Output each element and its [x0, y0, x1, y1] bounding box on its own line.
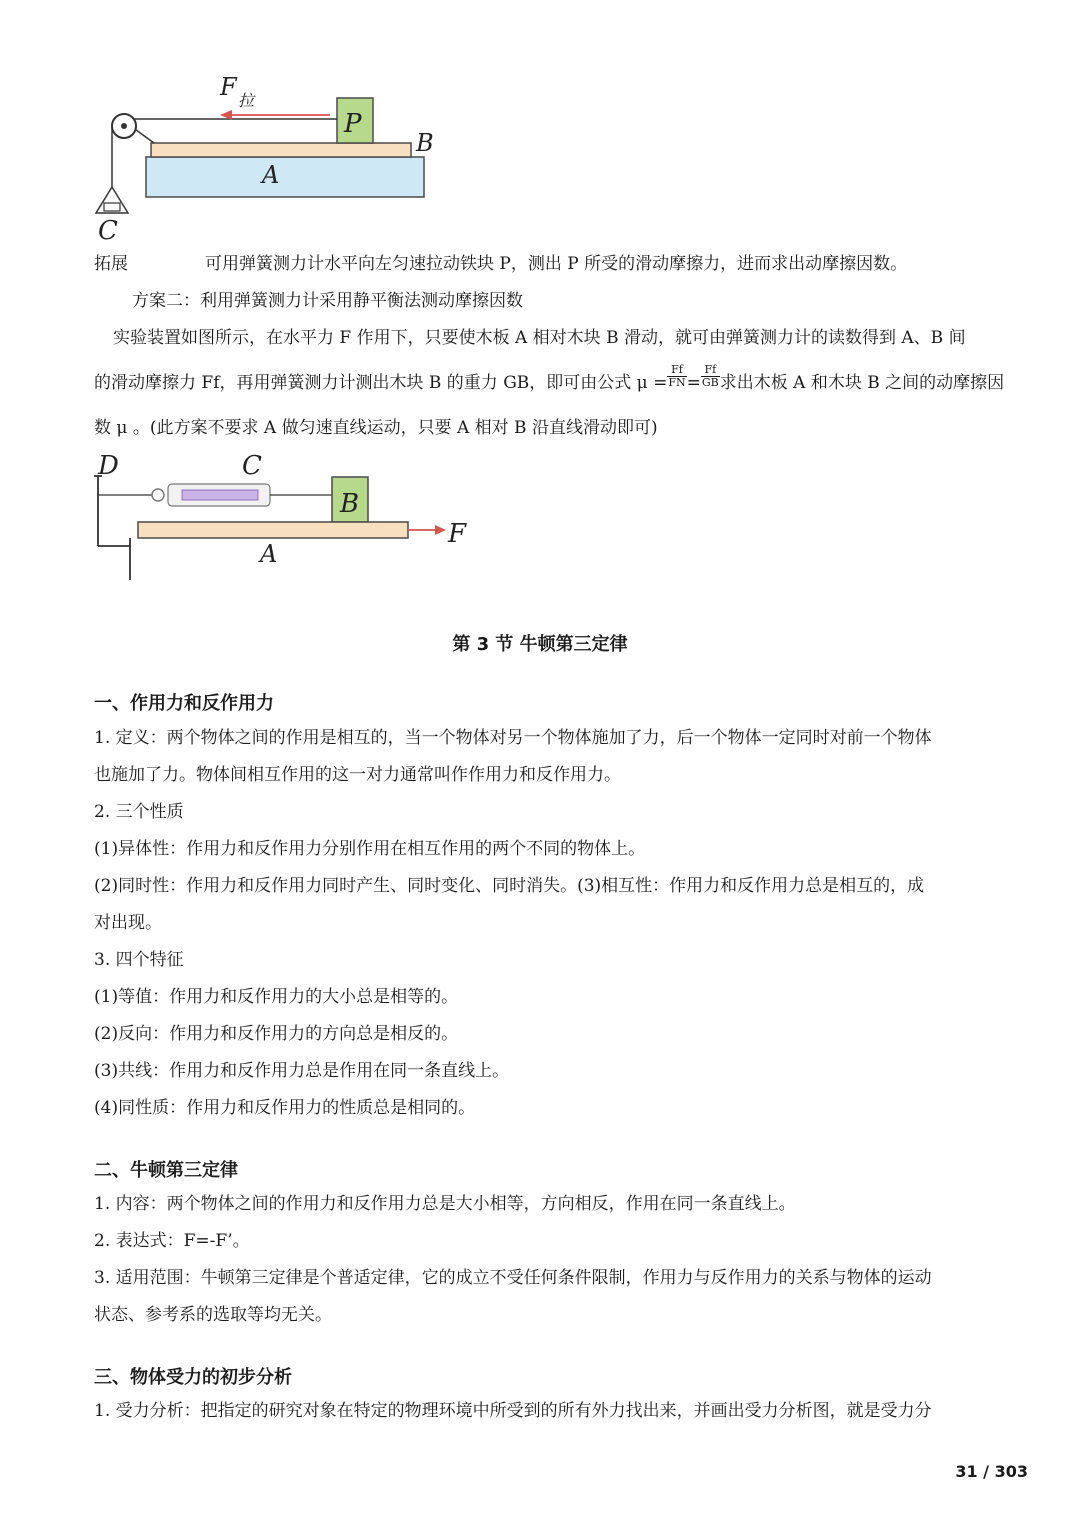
force-f-label: F [448, 519, 467, 549]
force-label: F [220, 75, 237, 101]
section-title: 第 3 节 牛顿第三定律 [452, 634, 628, 655]
part2-line: 状态、参考系的选取等均无关。 [94, 1305, 332, 1325]
part2-line: 2. 表达式：F=-F’。 [94, 1231, 250, 1251]
extension-line [94, 253, 907, 275]
plan2-line2-pre: 的滑动摩擦力 Ff，再用弹簧测力计测出木块 B 的重力 GB，即可由公式 μ = [94, 373, 668, 393]
scale-ring [152, 489, 164, 501]
formula-fraction-2 [701, 364, 720, 389]
extension-text: 可用弹簧测力计水平向左匀速拉动铁块 P，测出 P 所受的滑动摩擦力，进而求出动摩擦因数。 [205, 254, 908, 274]
part1-line: (1)等值：作用力和反作用力的大小总是相等的。 [94, 987, 459, 1007]
part1-line: (4)同性质：作用力和反作用力的性质总是相同的。 [94, 1098, 476, 1118]
formula-equals: = [686, 373, 701, 393]
base-a-label: A [262, 161, 280, 189]
part1-line: 3. 四个特征 [94, 950, 184, 970]
board-b-label: B [416, 129, 434, 157]
block-b-label: B [340, 489, 360, 519]
formula-fraction-1 [667, 364, 686, 389]
board-a [138, 522, 408, 538]
weight-c-inner [104, 203, 120, 211]
part1-heading: 一、作用力和反作用力 [94, 693, 274, 714]
label-c: C [242, 451, 262, 481]
part3-line: 1. 受力分析：把指定的研究对象在特定的物理环境中所受到的所有外力找出来，并画出受力分析图，就是受力分 [94, 1401, 932, 1421]
base-a [146, 157, 424, 197]
part3-heading: 三、物体受力的初步分析 [94, 1367, 292, 1388]
force-f-arrowhead [435, 525, 446, 535]
label-d: D [98, 451, 119, 481]
weight-c-label: C [98, 216, 118, 245]
plan2-line3: 数 μ 。(此方案不要求 A 做匀速直线运动，只要 A 相对 B 沿直线滑动即可) [94, 418, 658, 438]
part1-line: 2. 三个性质 [94, 802, 184, 822]
part1-line: (2)同时性：作用力和反作用力同时产生、同时变化、同时消失。(3)相互性：作用力和反作用力总是相互的，成 [94, 876, 925, 896]
part1-line: (3)共线：作用力和反作用力总是作用在同一条直线上。 [94, 1061, 510, 1081]
plan2-line2 [94, 363, 1005, 394]
plan2-line1: 实验装置如图所示，在水平力 F 作用下，只要使木板 A 相对木块 B 滑动，就可由弹簧测力计的读数得到 A、B 间 [113, 328, 966, 348]
part1-line: (1)异体性：作用力和反作用力分别作用在相互作用的两个不同的物体上。 [94, 839, 646, 859]
plan2-line2-post: 求出木板 A 和木块 B 之间的动摩擦因 [719, 373, 1005, 393]
force-subscript: 拉 [238, 91, 255, 110]
part1-line: 也施加了力。物体间相互作用的这一对力通常叫作作用力和反作用力。 [94, 765, 621, 785]
fraction-1-denominator: FN [668, 376, 686, 389]
part1-line: 对出现。 [94, 913, 162, 933]
part1-line: (2)反向：作用力和反作用力的方向总是相反的。 [94, 1024, 459, 1044]
extension-label: 拓展 [94, 254, 128, 274]
fraction-2-denominator: GB [701, 376, 719, 389]
part2-heading: 二、牛顿第三定律 [94, 1160, 238, 1181]
pulley-axle [121, 123, 127, 129]
part2-line: 3. 适用范围：牛顿第三定律是个普适定律，它的成立不受任何条件限制，作用力与反作用力的关系与物体的运动 [94, 1268, 932, 1288]
board-a-label: A [260, 540, 278, 568]
plan2-title: 方案二：利用弹簧测力计采用静平衡法测动摩擦因数 [132, 291, 523, 311]
part1-line: 1. 定义：两个物体之间的作用是相互的，当一个物体对另一个物体施加了力，后一个物体一定同时对前一个物体 [94, 728, 932, 748]
pulley-experiment-figure [94, 75, 454, 245]
fraction-2-numerator: Ff [701, 364, 720, 377]
board-b [151, 143, 411, 157]
spring-scale-figure [90, 450, 480, 582]
fraction-1-numerator: Ff [667, 364, 686, 377]
part2-line: 1. 内容：两个物体之间的作用力和反作用力总是大小相等，方向相反，作用在同一条直线上。 [94, 1194, 796, 1214]
block-p-label: P [344, 109, 362, 139]
page-number: 31 / 303 [955, 1462, 1028, 1481]
scale-spring [182, 490, 258, 500]
